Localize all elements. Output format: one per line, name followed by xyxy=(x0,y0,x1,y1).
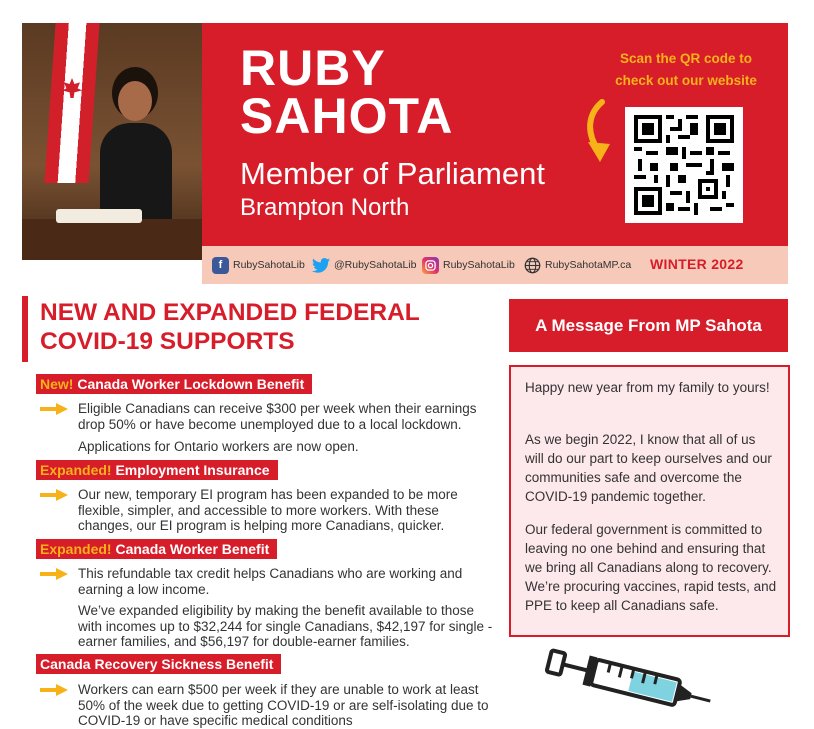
tag-title: Canada Worker Benefit xyxy=(115,541,270,557)
main-heading xyxy=(40,298,480,356)
social-facebook[interactable] xyxy=(212,246,305,284)
message-heading: A Message From MP Sahota xyxy=(509,299,788,352)
riding-name: Brampton North xyxy=(240,194,410,221)
arrow-right-icon xyxy=(40,684,68,696)
facebook-icon: f xyxy=(212,257,229,274)
tag-highlight: Expanded! xyxy=(40,462,112,478)
mp-photo xyxy=(22,23,202,260)
name-line-1: RUBY xyxy=(240,40,386,96)
social-label: RubySahotaLib xyxy=(233,259,305,271)
section-tag-employment-insurance xyxy=(36,460,278,480)
mp-portrait-head xyxy=(118,81,152,121)
section-tag-lockdown-benefit xyxy=(36,374,312,394)
arrow-right-icon xyxy=(40,403,68,415)
social-website[interactable] xyxy=(524,246,631,284)
qr-code-icon xyxy=(633,115,735,215)
arrow-right-icon xyxy=(40,489,68,501)
social-label: RubySahotaMP.ca xyxy=(545,259,632,271)
qr-caption xyxy=(595,48,777,92)
social-twitter[interactable] xyxy=(312,246,416,284)
globe-icon xyxy=(524,257,541,274)
arrow-right-icon xyxy=(40,568,68,580)
section-bullet: This refundable tax credit helps Canadians who are working and earning a low income. xyxy=(78,566,463,597)
qr-caption-line-2: check out our website xyxy=(615,73,757,88)
social-instagram[interactable] xyxy=(422,246,515,284)
mp-title: Member of Parliament xyxy=(240,156,545,191)
mp-name xyxy=(240,40,454,144)
desk xyxy=(22,219,202,260)
message-paragraph-2: As we begin 2022, I know that all of us will do our part to keep ourselves and our communities safe and overcome the COVID-19 pandemic together. xyxy=(525,432,772,504)
canada-flag xyxy=(44,23,99,183)
section-extra: We’ve expanded eligibility by making the benefit available to those with incomes up to $32,244 for single Canadians, $42,197 for single -earner families, and $56,197 for double-earner families. xyxy=(78,603,493,649)
section-bullet: Workers can earn $500 per week if they are unable to work at least 50% of the week due to getting COVID-19 or are self-isolating due to COVID-19 or have specific medical conditions xyxy=(78,682,489,728)
instagram-icon xyxy=(422,257,439,274)
season-label: WINTER 2022 xyxy=(650,256,744,272)
qr-caption-line-1: Scan the QR code to xyxy=(619,51,753,66)
section-tag-recovery-sickness-benefit xyxy=(36,654,281,674)
message-box xyxy=(509,365,790,637)
message-paragraph-1: Happy new year from my family to yours! xyxy=(525,380,770,395)
curved-arrow-icon xyxy=(580,98,620,164)
tag-title: Employment Insurance xyxy=(115,462,270,478)
main-heading-line-2: COVID-19 SUPPORTS xyxy=(40,328,295,355)
section-extra: Applications for Ontario workers are now open. xyxy=(78,439,359,454)
tag-title: Canada Worker Lockdown Benefit xyxy=(77,376,305,392)
signing-book xyxy=(56,209,142,223)
tag-highlight: Expanded! xyxy=(40,541,112,557)
section-bullet: Eligible Canadians can receive $300 per week when their earnings drop 50% or have become unemployed due to a local lockdown. xyxy=(78,401,477,432)
name-line-2: SAHOTA xyxy=(240,88,454,144)
tag-title: Canada Recovery Sickness Benefit xyxy=(40,656,274,672)
twitter-icon xyxy=(312,258,330,273)
main-heading-line-1: NEW AND EXPANDED FEDERAL xyxy=(40,299,420,326)
qr-code[interactable] xyxy=(625,107,743,223)
section-bullet: Our new, temporary EI program has been expanded to be more flexible, simpler, and accessible to more workers. With these changes, our EI program is helping more Canadians, quicker. xyxy=(78,487,458,533)
tag-highlight: New! xyxy=(40,376,74,392)
social-label: RubySahotaLib xyxy=(443,259,515,271)
syringe-icon xyxy=(545,640,715,715)
message-paragraph-3: Our federal government is committed to leaving no one behind and ensuring that we bring all Canadians along to recovery. We’re procuring vaccines, rapid tests, and PPE to keep all Canadians safe. xyxy=(525,522,777,613)
heading-accent-bar xyxy=(22,296,28,362)
social-label: @RubySahotaLib xyxy=(334,259,417,271)
section-tag-worker-benefit xyxy=(36,539,277,559)
